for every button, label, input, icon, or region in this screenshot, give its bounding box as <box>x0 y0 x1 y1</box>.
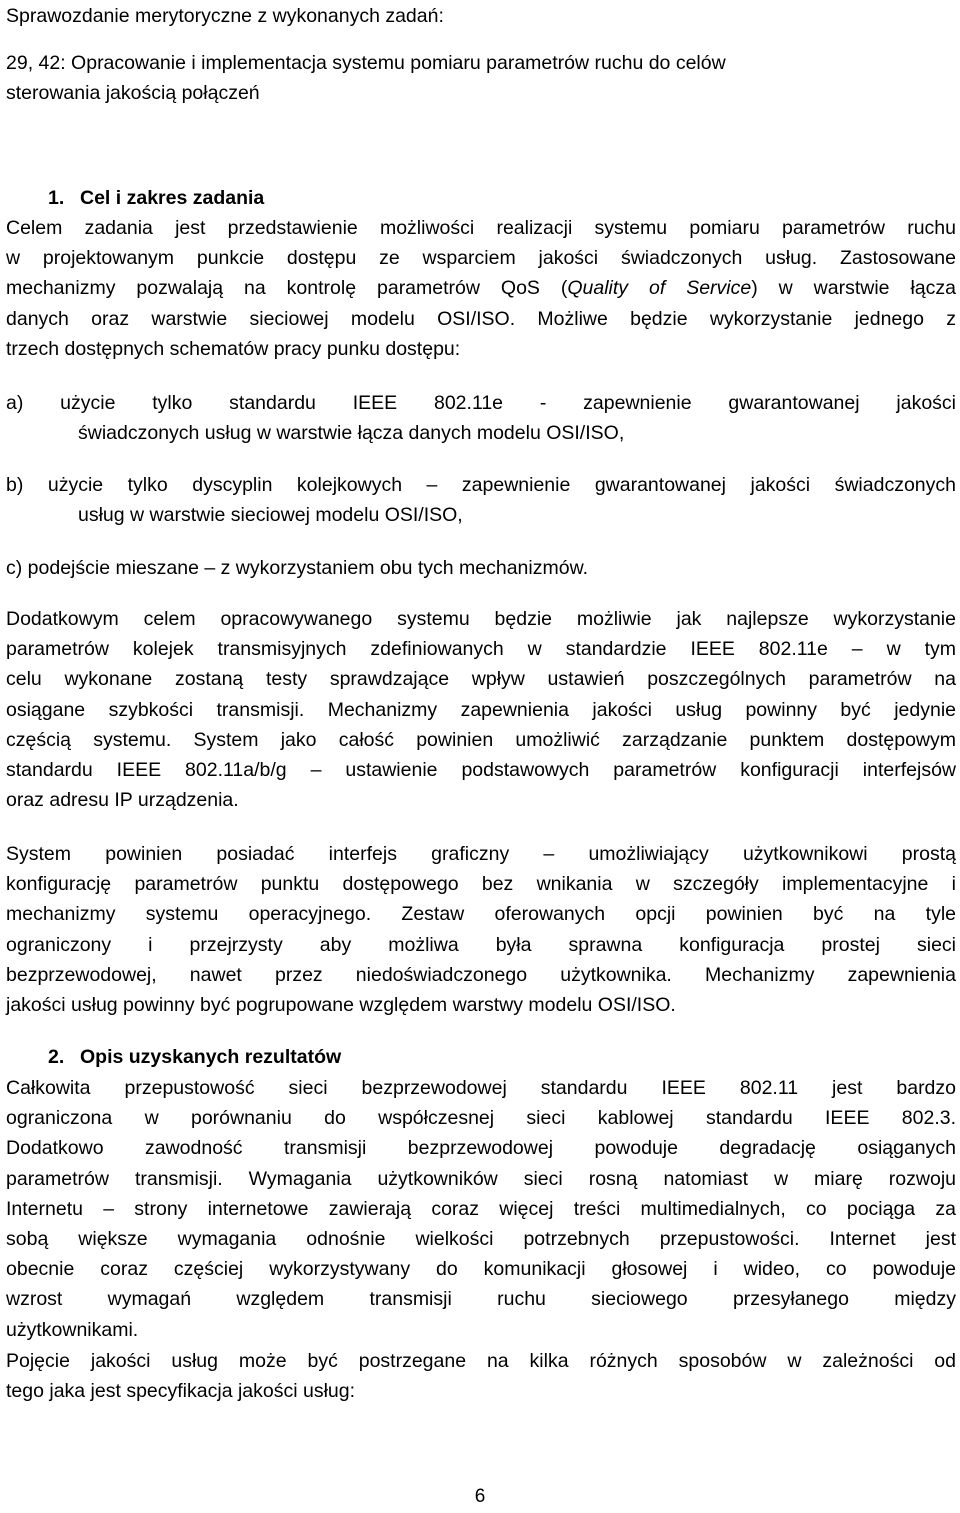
s2p1-line-7: obecnie coraz częściej wykorzystywany do komunikacji głosowej i wideo, co powoduje <box>6 1258 956 1281</box>
list-item-b-line-2: usług w warstwie sieciowej modelu OSI/ISO, <box>78 504 463 527</box>
s2p1-line-5: Internetu – strony internetowe zawierają coraz więcej treści multimedialnych, co pociąga za <box>6 1197 956 1220</box>
s1p1-line-1: Celem zadania jest przedstawienie możliwości realizacji systemu pomiaru parametrów ruchu <box>6 217 956 239</box>
section-2-heading <box>6 1042 956 1072</box>
list-item-c-line-1: c) podejście mieszane – z wykorzystaniem obu tych mechanizmów. <box>6 557 588 579</box>
s1p1-line-4: danych oraz warstwie sieciowej modelu OSI/ISO. Możliwe będzie wykorzystanie jednego z <box>6 307 956 330</box>
section-1-number: 1. <box>48 187 65 209</box>
s1p1-line-5: trzech dostępnych schematów pracy punku dostępu: <box>6 337 461 360</box>
s2p1-line-9: użytkownikami. <box>6 1318 139 1341</box>
section-1-paragraph-2 <box>6 604 956 815</box>
section-1-heading <box>6 183 956 213</box>
s1p1-line-3-end: ) w warstwie łącza <box>751 277 956 300</box>
s1p1-line-3-start: mechanizmy pozwalają na kontrolę parametrów QoS ( <box>6 277 568 300</box>
section-2-title: Opis uzyskanych rezultatów <box>80 1046 342 1068</box>
s1p3-line-5: bezprzewodowej, nawet przez niedoświadczonego użytkownika. Mechanizmy zapewnienia <box>6 963 956 986</box>
task-title-line-1: 29, 42: Opracowanie i implementacja systemu pomiaru parametrów ruchu do celów <box>6 52 726 74</box>
s1p2-line-6: standardu IEEE 802.11a/b/g – ustawienie podstawowych parametrów konfiguracji interfejsów <box>6 759 956 782</box>
s2p2-line-2: tego jaka jest specyfikacja jakości usług: <box>6 1380 356 1403</box>
s2p1-line-8: wzrost wymagań względem transmisji ruchu sieciowego przesyłanego między <box>6 1288 956 1311</box>
section-1-title: Cel i zakres zadania <box>80 187 265 209</box>
s2p1-line-3: Dodatkowo zawodność transmisji bezprzewodowej powoduje degradację osiąganych <box>6 1137 956 1160</box>
s1p1-line-2: w projektowanym punkcie dostępu ze wsparciem jakości świadczonych usług. Zastosowane <box>6 247 956 270</box>
s2p1-line-6: sobą większe wymagania odnośnie wielkości potrzebnych przepustowości. Internet jest <box>6 1228 956 1251</box>
list-item-c <box>6 553 956 583</box>
list-item-a-line-2: świadczonych usług w warstwie łącza danych modelu OSI/ISO, <box>78 422 625 445</box>
list-item-b-line-1: b) użycie tylko dyscyplin kolejkowych – zapewnienie gwarantowanej jakości świadczonych <box>6 474 956 496</box>
s1p2-line-5: częścią systemu. System jako całość powinien umożliwić zarządzanie punktem dostępowym <box>6 728 956 751</box>
s2p1-line-1: Całkowita przepustowość sieci bezprzewodowej standardu IEEE 802.11 jest bardzo <box>6 1077 956 1099</box>
task-title <box>6 48 956 108</box>
page-number: 6 <box>474 1486 486 1507</box>
list-item-b <box>6 470 956 530</box>
section-2-paragraph-1 <box>6 1073 956 1345</box>
task-title-line-2: sterowania jakością połączeń <box>6 82 260 105</box>
s1p2-line-7: oraz adresu IP urządzenia. <box>6 789 239 812</box>
s1p3-line-6: jakości usług powinny być pogrupowane względem warstwy modelu OSI/ISO. <box>6 994 676 1017</box>
s1p3-line-4: ograniczony i przejrzysty aby możliwa była sprawna konfiguracja prostej sieci <box>6 933 956 956</box>
qos-expansion: Quality of Service <box>567 277 752 300</box>
list-item-a-line-1: a) użycie tylko standardu IEEE 802.11e - zapewnienie gwarantowanej jakości <box>6 392 956 414</box>
section-1-paragraph-3 <box>6 839 956 1020</box>
s2p1-line-4: parametrów transmisji. Wymagania użytkowników sieci rosną natomiast w miarę rozwoju <box>6 1167 956 1190</box>
s2p1-line-2: ograniczona w porównaniu do współczesnej sieci kablowej standardu IEEE 802.3. <box>6 1107 956 1130</box>
s1p2-line-1: Dodatkowym celem opracowywanego systemu będzie możliwie jak najlepsze wykorzystanie <box>6 608 956 630</box>
s1p3-line-2: konfigurację parametrów punktu dostępowego bez wnikania w szczegóły implementacyjne i <box>6 873 956 896</box>
section-1-paragraph-1 <box>6 213 956 364</box>
list-item-a <box>6 388 956 448</box>
section-2-paragraph-2 <box>6 1346 956 1406</box>
s1p3-line-1: System powinien posiadać interfejs graficzny – umożliwiający użytkownikowi prostą <box>6 843 956 865</box>
s1p2-line-2: parametrów kolejek transmisyjnych zdefiniowanych w standardzie IEEE 802.11e – w tym <box>6 638 956 661</box>
s1p2-line-3: celu wykonane zostaną testy sprawdzające wpływ ustawień poszczególnych parametrów na <box>6 668 956 691</box>
s1p3-line-3: mechanizmy systemu operacyjnego. Zestaw oferowanych opcji powinien być na tyle <box>6 903 956 926</box>
report-heading: Sprawozdanie merytoryczne z wykonanych zadań: <box>6 5 444 27</box>
s1p2-line-4: osiągane szybkości transmisji. Mechanizmy zapewnienia jakości usług powinny być jedynie <box>6 698 956 721</box>
s2p2-line-1: Pojęcie jakości usług może być postrzegane na kilka różnych sposobów w zależności od <box>6 1350 956 1372</box>
section-2-number: 2. <box>48 1046 65 1068</box>
s1p1-line-3 <box>6 273 956 303</box>
